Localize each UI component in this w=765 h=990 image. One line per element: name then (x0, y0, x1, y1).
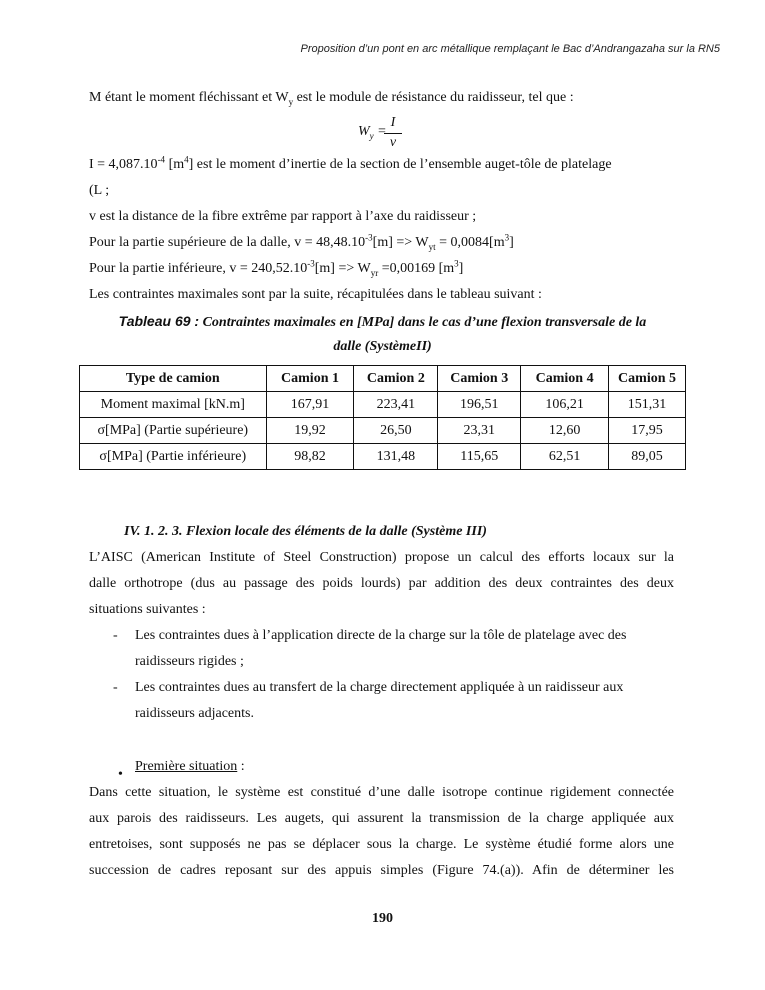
table-cell: 98,82 (266, 444, 354, 470)
summary-sentence: Les contraintes maximales sont par la suite, récapitulées dans le tableau suivant : (89, 287, 542, 302)
table-cell: 26,50 (354, 418, 438, 444)
table-cell: 23,31 (438, 418, 521, 444)
table-caption: Tableau 69 : Contraintes maximales en [MPa] dans le cas d’une flexion transversale de la (118, 313, 647, 330)
list-item: Les contraintes dues à l’application directe de la charge sur la tôle de platelage avec des (135, 628, 627, 643)
running-header: Proposition d’un pont en arc métallique remplaçant le Bac d’Andrangazaha sur la RN5 (300, 43, 720, 55)
table-cell: 131,48 (354, 444, 438, 470)
paragraph-line: Dans cette situation, le système est constitué d’une dalle isotrope continue rigidement connectée (89, 785, 674, 800)
paragraph-line: aux parois des raidisseurs. Les augets, qui assurent la transmission de la charge appliquée aux (89, 811, 674, 826)
table-cell: 167,91 (266, 392, 354, 418)
list-item-continuation: raidisseurs adjacents. (135, 706, 254, 721)
table-cell: 19,92 (266, 418, 354, 444)
paragraph-line: situations suivantes : (89, 602, 206, 617)
table-row (80, 392, 686, 418)
subsection-title: Première situation : (135, 759, 245, 774)
table-cell: 12,60 (521, 418, 609, 444)
table-cell: 223,41 (354, 392, 438, 418)
paragraph-line: L’AISC (American Institute of Steel Construction) propose un calcul des efforts locaux sur la (89, 550, 674, 565)
list-item: Les contraintes dues au transfert de la charge directement appliquée à un raidisseur aux (135, 680, 624, 695)
table-cell: 17,95 (609, 418, 686, 444)
table-header-cell: Camion 4 (521, 366, 609, 392)
table-caption-line2: dalle (SystèmeII) (333, 339, 432, 354)
dash-marker: - (113, 628, 118, 643)
paragraph-line: entretoises, sont supposés ne pas se déplacer sous la charge. Le système étudié forme alors une (89, 837, 674, 852)
page-number: 190 (372, 911, 393, 926)
table-cell: 62,51 (521, 444, 609, 470)
table-cell: 115,65 (438, 444, 521, 470)
inertia-sentence: $I = 4,087.10^{-4}$ $[m^4]$ est le moment d’inertie de la section de l’ensemble auget-tôle de platelage (89, 154, 612, 172)
table-row (80, 418, 686, 444)
bullet-dot-icon: • (118, 767, 123, 782)
table-header-cell: Camion 1 (266, 366, 354, 392)
distance-definition: v est la distance de la fibre extrême par rapport à l’axe du raidisseur ; (89, 209, 477, 224)
paragraph-line: dalle orthotrope (dus au passage des poids lourds) par addition des deux contraintes des deux (89, 576, 674, 591)
stress-table (79, 365, 686, 470)
table-row (80, 444, 686, 470)
table-cell: 89,05 (609, 444, 686, 470)
table-cell: σ[MPa] (Partie supérieure) (80, 418, 267, 444)
table-cell: 151,31 (609, 392, 686, 418)
table-header-cell: Type de camion (80, 366, 267, 392)
table-cell: Moment maximal [kN.m] (80, 392, 267, 418)
table-cell: σ[MPa] (Partie inférieure) (80, 444, 267, 470)
paragraph-line: succession de cadres reposant sur des appuis simples (Figure 74.(a)). Afin de déterminer les (89, 863, 674, 878)
list-item-continuation: raidisseurs rigides ; (135, 654, 244, 669)
inertia-continuation: (L ; (89, 183, 110, 198)
table-header-cell: Camion 5 (609, 366, 686, 392)
dash-marker: - (113, 680, 118, 695)
lower-part-values: Pour la partie inférieure, $v = 240,52.10^{-3}[m] => W_{yr} =0,00169$ $[m^3]$ (89, 258, 464, 278)
table-header-row (80, 366, 686, 392)
table-header-cell: Camion 3 (438, 366, 521, 392)
modulus-sentence: M étant le moment fléchissant et $W_y$ est le module de résistance du raidisseur, tel que : (89, 90, 574, 107)
table-cell: 106,21 (521, 392, 609, 418)
formula-fraction: I v (382, 115, 404, 153)
upper-part-values: Pour la partie supérieure de la dalle, $v = 48,48.10^{-3}[m] => W_{yt} = 0,0084[m^3]$ (89, 232, 514, 252)
table-header-cell: Camion 2 (354, 366, 438, 392)
table-cell: 196,51 (438, 392, 521, 418)
section-heading: IV. 1. 2. 3. Flexion locale des éléments de la dalle (Système III) (124, 524, 487, 539)
